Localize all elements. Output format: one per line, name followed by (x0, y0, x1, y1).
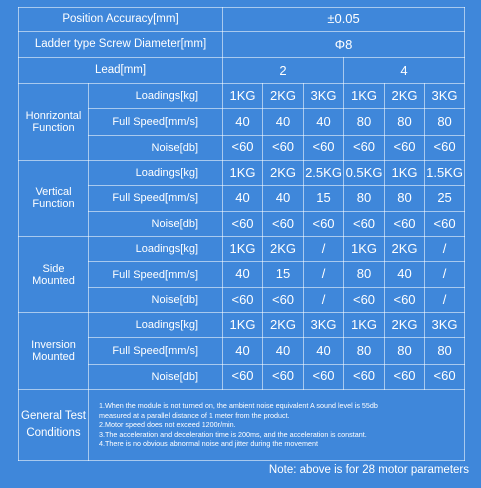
value-cell: <60 (344, 364, 385, 389)
group-label: Inversion Mounted (19, 313, 89, 389)
value-cell: 40 (263, 338, 304, 364)
value-cell: 2KG (263, 84, 304, 109)
value-cell: 3KG (304, 313, 344, 338)
row-label: Noise[db] (89, 135, 223, 160)
value-cell: 3KG (425, 313, 465, 338)
value-cell: <60 (385, 288, 425, 313)
value-cell: 80 (385, 109, 425, 135)
value-cell: <60 (304, 135, 344, 160)
group-label: Honrizontal Function (19, 84, 89, 160)
group-label: Side Mounted (19, 236, 89, 312)
value-cell: <60 (344, 288, 385, 313)
row-label: Loadings[kg] (89, 313, 223, 338)
value-cell: <60 (223, 135, 263, 160)
value-cell: 40 (385, 262, 425, 288)
value-cell: <60 (425, 135, 465, 160)
value-cell: 1KG (223, 236, 263, 261)
value-cell: 40 (223, 109, 263, 135)
value-cell: 2KG (263, 313, 304, 338)
value-cell: <60 (263, 135, 304, 160)
note-line: 3.The acceleration and deceleration time is 200ms, and the acceleration is constant. (99, 429, 367, 439)
row-label: Full Speed[mm/s] (89, 109, 223, 135)
value-cell: <60 (263, 288, 304, 313)
row-label: Noise[db] (89, 288, 223, 313)
row-label: Noise[db] (89, 364, 223, 389)
value-cell: 1.5KG (425, 160, 465, 185)
value-cell: 2KG (263, 160, 304, 185)
value-cell: 40 (223, 262, 263, 288)
value-cell: 40 (304, 338, 344, 364)
value-cell: <60 (223, 211, 263, 236)
value-cell: 15 (304, 185, 344, 211)
row-label: Loadings[kg] (89, 160, 223, 185)
screw-diameter-value: Φ8 (223, 32, 465, 58)
value-cell: <60 (223, 364, 263, 389)
group-label: Vertical Function (19, 160, 89, 236)
row-label: Full Speed[mm/s] (89, 338, 223, 364)
value-cell: 80 (344, 262, 385, 288)
value-cell: 1KG (344, 236, 385, 261)
value-cell: <60 (344, 135, 385, 160)
value-cell: / (425, 236, 465, 261)
value-cell: / (304, 236, 344, 261)
table-row (19, 160, 465, 185)
value-cell: / (304, 262, 344, 288)
value-cell: <60 (385, 364, 425, 389)
value-cell: <60 (304, 211, 344, 236)
value-cell: 15 (263, 262, 304, 288)
value-cell: <60 (344, 211, 385, 236)
value-cell: 80 (385, 338, 425, 364)
value-cell: 80 (344, 338, 385, 364)
general-test-label: General Test Conditions (19, 389, 89, 460)
value-cell: <60 (425, 211, 465, 236)
value-cell: <60 (304, 364, 344, 389)
value-cell: 1KG (223, 160, 263, 185)
value-cell: 2.5KG (304, 160, 344, 185)
value-cell: <60 (263, 211, 304, 236)
general-test-notes (89, 389, 465, 460)
lead-row (19, 58, 465, 84)
general-test-row (19, 389, 465, 460)
lead-value-4: 4 (344, 58, 465, 84)
value-cell: 80 (344, 109, 385, 135)
spec-table (18, 7, 465, 461)
row-label: Loadings[kg] (89, 236, 223, 261)
value-cell: 40 (263, 185, 304, 211)
note-line: 4.There is no obvious abnormal noise and jitter during the movement (99, 439, 318, 449)
row-label: Noise[db] (89, 211, 223, 236)
row-label: Loadings[kg] (89, 84, 223, 109)
value-cell: <60 (385, 211, 425, 236)
value-cell: 80 (344, 185, 385, 211)
value-cell: 80 (425, 338, 465, 364)
value-cell: 80 (425, 109, 465, 135)
value-cell: 3KG (304, 84, 344, 109)
value-cell: 40 (263, 109, 304, 135)
table-row (19, 236, 465, 261)
value-cell: 0.5KG (344, 160, 385, 185)
value-cell: 2KG (385, 236, 425, 261)
value-cell: 1KG (385, 160, 425, 185)
position-accuracy-row (19, 8, 465, 32)
value-cell: <60 (425, 364, 465, 389)
value-cell: <60 (263, 364, 304, 389)
value-cell: <60 (223, 288, 263, 313)
lead-value-2: 2 (223, 58, 344, 84)
lead-label: Lead[mm] (19, 58, 223, 84)
note-line: 1.When the module is not turned on, the ambient noise equivalent A sound level is 55db measured at a parallel distance of 1 meter from the product. (99, 401, 378, 420)
value-cell: 1KG (344, 313, 385, 338)
value-cell: 25 (425, 185, 465, 211)
screw-diameter-label: Ladder type Screw Diameter[mm] (19, 32, 223, 58)
value-cell: 2KG (385, 84, 425, 109)
position-accuracy-label: Position Accuracy[mm] (19, 8, 223, 32)
value-cell: 2KG (263, 236, 304, 261)
note-line: 2.Motor speed does not exceed 1200r/min. (99, 420, 236, 430)
value-cell: 3KG (425, 84, 465, 109)
value-cell: / (304, 288, 344, 313)
value-cell: 1KG (223, 313, 263, 338)
value-cell: 2KG (385, 313, 425, 338)
footer-note: Note: above is for 28 motor parameters (268, 464, 469, 476)
position-accuracy-value: ±0.05 (223, 8, 465, 32)
value-cell: 80 (385, 185, 425, 211)
value-cell: / (425, 262, 465, 288)
table-row (19, 84, 465, 109)
row-label: Full Speed[mm/s] (89, 185, 223, 211)
value-cell: 40 (304, 109, 344, 135)
value-cell: / (425, 288, 465, 313)
value-cell: 1KG (223, 84, 263, 109)
value-cell: <60 (385, 135, 425, 160)
row-label: Full Speed[mm/s] (89, 262, 223, 288)
value-cell: 1KG (344, 84, 385, 109)
screw-diameter-row (19, 32, 465, 58)
table-row (19, 313, 465, 338)
value-cell: 40 (223, 185, 263, 211)
value-cell: 40 (223, 338, 263, 364)
